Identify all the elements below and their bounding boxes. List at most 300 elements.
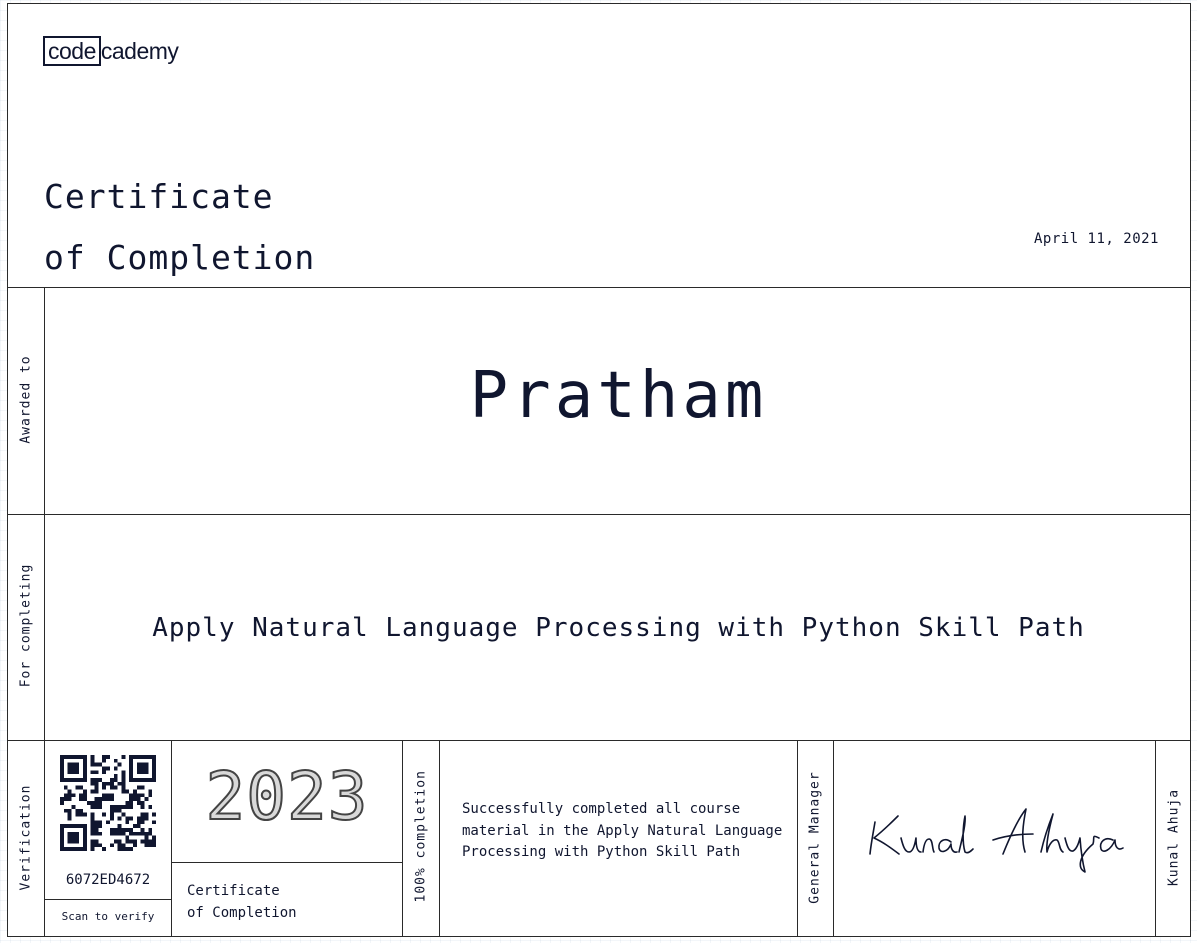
qr-module <box>68 847 72 851</box>
qr-module <box>102 793 106 797</box>
qr-module <box>68 755 72 759</box>
qr-module <box>129 847 133 851</box>
qr-module <box>106 797 110 801</box>
qr-module <box>79 755 83 759</box>
qr-module <box>137 778 141 782</box>
qr-module <box>137 832 141 836</box>
divider <box>171 862 402 863</box>
qr-module <box>72 805 76 809</box>
qr-module <box>148 778 152 782</box>
qr-module <box>91 801 95 805</box>
qr-module <box>95 786 99 790</box>
qr-module <box>118 832 122 836</box>
qr-module <box>148 839 152 843</box>
certificate-title <box>44 166 315 288</box>
qr-module <box>83 828 87 832</box>
qr-module <box>141 755 145 759</box>
qr-module <box>83 770 87 774</box>
qr-module <box>60 755 64 759</box>
qr-module <box>102 786 106 790</box>
qr-module <box>141 828 145 832</box>
qr-module <box>141 839 145 843</box>
qr-module <box>133 793 137 797</box>
qr-module <box>133 797 137 801</box>
qr-module <box>102 759 106 763</box>
qr-module <box>152 778 156 782</box>
qr-module <box>68 778 72 782</box>
qr-module <box>68 790 72 794</box>
qr-module <box>144 778 148 782</box>
qr-module <box>118 828 122 832</box>
qr-module <box>110 809 114 813</box>
qr-module <box>106 767 110 771</box>
completion-label: 100% completion <box>413 770 429 903</box>
qr-module <box>95 801 99 805</box>
qr-module <box>72 839 76 843</box>
qr-module <box>83 790 87 794</box>
qr-module <box>121 774 125 778</box>
qr-module <box>64 797 68 801</box>
qr-module <box>68 793 72 797</box>
qr-module <box>91 843 95 847</box>
qr-module <box>141 793 145 797</box>
qr-module <box>141 786 145 790</box>
qr-module <box>125 828 129 832</box>
qr-module <box>133 824 137 828</box>
qr-module <box>152 774 156 778</box>
qr-module <box>133 790 137 794</box>
qr-module <box>118 843 122 847</box>
qr-module <box>129 793 133 797</box>
qr-module <box>141 767 145 771</box>
qr-module <box>121 828 125 832</box>
qr-module <box>83 847 87 851</box>
qr-module <box>64 778 68 782</box>
qr-module <box>75 824 79 828</box>
qr-module <box>91 820 95 824</box>
qr-module <box>121 790 125 794</box>
divider <box>45 899 171 900</box>
qr-module <box>68 763 72 767</box>
qr-module <box>121 832 125 836</box>
qr-module <box>83 813 87 817</box>
qr-module <box>110 782 114 786</box>
qr-module <box>148 828 152 832</box>
qr-module <box>137 786 141 790</box>
qr-module <box>141 763 145 767</box>
qr-module <box>72 847 76 851</box>
qr-module <box>75 755 79 759</box>
scan-to-verify-text: Scan to verify <box>61 910 155 923</box>
qr-module <box>102 767 106 771</box>
qr-module <box>75 763 79 767</box>
qr-module <box>83 832 87 836</box>
qr-module <box>91 763 95 767</box>
qr-module <box>64 809 68 813</box>
qr-module <box>60 801 64 805</box>
qr-module <box>110 843 114 847</box>
qr-module <box>114 809 118 813</box>
qr-module <box>110 828 114 832</box>
qr-module <box>72 824 76 828</box>
qr-module <box>118 824 122 828</box>
signature-image <box>853 794 1153 874</box>
qr-module <box>64 755 68 759</box>
verification-label: Verification <box>18 784 34 891</box>
qr-module <box>141 770 145 774</box>
qr-module <box>75 778 79 782</box>
qr-module <box>121 786 125 790</box>
qr-module <box>75 767 79 771</box>
qr-module <box>98 797 102 801</box>
qr-module <box>137 816 141 820</box>
course-name: Apply Natural Language Processing with Python Skill Path <box>152 613 1085 643</box>
qr-module <box>137 801 141 805</box>
qr-module <box>102 755 106 759</box>
qr-module <box>83 774 87 778</box>
qr-module <box>144 767 148 771</box>
qr-module <box>72 770 76 774</box>
qr-module <box>79 847 83 851</box>
qr-module <box>79 793 83 797</box>
qr-module <box>64 793 68 797</box>
qr-module <box>72 763 76 767</box>
qr-module <box>118 839 122 843</box>
qr-module <box>60 832 64 836</box>
qr-module <box>83 836 87 840</box>
qr-module <box>72 767 76 771</box>
qr-module <box>95 790 99 794</box>
qr-module <box>137 767 141 771</box>
qr-module <box>83 824 87 828</box>
logo-rest-text: cademy <box>100 38 179 64</box>
qr-module <box>129 797 133 801</box>
qr-module <box>91 847 95 851</box>
divider <box>797 740 798 937</box>
cert-small-line-2: of Completion <box>187 905 297 921</box>
qr-module <box>114 786 118 790</box>
qr-module <box>87 801 91 805</box>
qr-module <box>68 839 72 843</box>
qr-module <box>129 767 133 771</box>
qr-module <box>144 797 148 801</box>
qr-module <box>60 828 64 832</box>
qr-module <box>137 820 141 824</box>
qr-module <box>83 793 87 797</box>
qr-module <box>83 778 87 782</box>
codecademy-logo <box>43 36 178 66</box>
qr-module <box>125 790 129 794</box>
qr-module <box>141 805 145 809</box>
completing-label: For completing <box>18 563 34 688</box>
qr-module <box>95 828 99 832</box>
qr-module <box>79 786 83 790</box>
awarded-label: Awarded to <box>18 355 34 444</box>
qr-module <box>75 813 79 817</box>
qr-module <box>95 824 99 828</box>
qr-module <box>129 778 133 782</box>
qr-module <box>68 797 72 801</box>
qr-module <box>133 843 137 847</box>
certificate <box>7 3 1191 937</box>
divider <box>402 740 403 937</box>
qr-module <box>118 782 122 786</box>
qr-module <box>91 778 95 782</box>
qr-module <box>83 759 87 763</box>
qr-module <box>102 847 106 851</box>
qr-module <box>95 782 99 786</box>
logo-boxed-text: code <box>43 36 101 66</box>
qr-module <box>121 778 125 782</box>
qr-module <box>148 843 152 847</box>
qr-module <box>125 847 129 851</box>
qr-module <box>129 759 133 763</box>
qr-module <box>144 755 148 759</box>
qr-module <box>125 820 129 824</box>
qr-module <box>114 778 118 782</box>
qr-module <box>91 813 95 817</box>
qr-module <box>79 778 83 782</box>
qr-module <box>152 767 156 771</box>
qr-module <box>152 843 156 847</box>
qr-module <box>95 843 99 847</box>
qr-module <box>137 755 141 759</box>
qr-module <box>114 774 118 778</box>
qr-module <box>106 755 110 759</box>
qr-module <box>75 832 79 836</box>
qr-module <box>152 763 156 767</box>
qr-module <box>137 797 141 801</box>
qr-module <box>102 770 106 774</box>
qr-module <box>118 805 122 809</box>
recipient-name: Pratham <box>469 359 768 433</box>
qr-module <box>60 763 64 767</box>
qr-module <box>129 805 133 809</box>
qr-module <box>137 793 141 797</box>
qr-module <box>95 805 99 809</box>
qr-module <box>98 820 102 824</box>
qr-module <box>121 755 125 759</box>
qr-module <box>60 797 64 801</box>
qr-module <box>95 820 99 824</box>
qr-module <box>60 770 64 774</box>
qr-module <box>98 843 102 847</box>
qr-module <box>110 813 114 817</box>
divider <box>8 514 1190 515</box>
qr-module <box>129 755 133 759</box>
qr-module <box>106 820 110 824</box>
qr-module <box>95 770 99 774</box>
qr-module <box>148 755 152 759</box>
qr-module <box>106 793 110 797</box>
qr-module <box>125 836 129 840</box>
qr-module <box>133 832 137 836</box>
qr-module <box>118 816 122 820</box>
qr-module <box>141 801 145 805</box>
qr-module <box>68 832 72 836</box>
qr-module <box>129 763 133 767</box>
qr-module <box>110 832 114 836</box>
qr-module <box>68 767 72 771</box>
qr-module <box>83 843 87 847</box>
qr-module <box>60 843 64 847</box>
issue-date: April 11, 2021 <box>1033 231 1159 247</box>
qr-module <box>75 786 79 790</box>
qr-module <box>125 816 129 820</box>
qr-module <box>91 824 95 828</box>
qr-module <box>152 759 156 763</box>
qr-module <box>129 816 133 820</box>
qr-module <box>129 770 133 774</box>
qr-module <box>68 809 72 813</box>
qr-module <box>79 797 83 801</box>
qr-module <box>75 839 79 843</box>
qr-module <box>148 790 152 794</box>
qr-module <box>144 763 148 767</box>
qr-module <box>114 828 118 832</box>
qr-module <box>98 778 102 782</box>
qr-module <box>68 836 72 840</box>
qr-module <box>133 755 137 759</box>
qr-module <box>95 839 99 843</box>
qr-module <box>91 832 95 836</box>
qr-module <box>64 824 68 828</box>
qr-code-icon[interactable] <box>60 755 156 851</box>
qr-module <box>114 767 118 771</box>
qr-module <box>68 770 72 774</box>
qr-module <box>98 824 102 828</box>
qr-module <box>60 847 64 851</box>
qr-module <box>125 805 129 809</box>
qr-module <box>60 767 64 771</box>
qr-module <box>141 778 145 782</box>
qr-module <box>106 782 110 786</box>
qr-module <box>72 832 76 836</box>
qr-module <box>148 805 152 809</box>
qr-module <box>83 763 87 767</box>
qr-module <box>72 836 76 840</box>
qr-module <box>144 832 148 836</box>
qr-module <box>144 816 148 820</box>
qr-module <box>75 847 79 851</box>
qr-module <box>152 813 156 817</box>
qr-module <box>102 813 106 817</box>
completion-description: Successfully completed all course material in the Apply Natural Language Processing with Python Skill Path <box>462 801 783 860</box>
qr-module <box>133 839 137 843</box>
qr-module <box>60 839 64 843</box>
title-line-1: Certificate <box>44 177 274 216</box>
title-line-2: of Completion <box>44 238 316 277</box>
qr-module <box>91 759 95 763</box>
qr-module <box>148 793 152 797</box>
qr-module <box>75 770 79 774</box>
qr-module <box>121 782 125 786</box>
qr-module <box>68 816 72 820</box>
qr-module <box>129 828 133 832</box>
qr-module <box>118 763 122 767</box>
qr-module <box>91 816 95 820</box>
qr-module <box>114 839 118 843</box>
divider <box>8 740 1190 741</box>
qr-module <box>95 763 99 767</box>
qr-module <box>102 797 106 801</box>
qr-module <box>95 832 99 836</box>
qr-module <box>79 809 83 813</box>
signer-role: General Manager <box>807 771 823 904</box>
qr-module <box>144 836 148 840</box>
qr-module <box>137 763 141 767</box>
qr-module <box>141 816 145 820</box>
qr-module <box>98 805 102 809</box>
qr-module <box>95 778 99 782</box>
cert-small-line-1: Certificate <box>187 883 280 899</box>
qr-module <box>114 832 118 836</box>
qr-module <box>121 813 125 817</box>
certificate-label-small <box>187 880 297 924</box>
qr-module <box>152 755 156 759</box>
qr-module <box>152 820 156 824</box>
qr-module <box>137 824 141 828</box>
qr-module <box>137 770 141 774</box>
qr-module <box>121 805 125 809</box>
qr-module <box>129 839 133 843</box>
qr-module <box>83 767 87 771</box>
qr-module <box>75 836 79 840</box>
qr-module <box>91 839 95 843</box>
qr-module <box>144 839 148 843</box>
qr-module <box>91 782 95 786</box>
qr-module <box>152 836 156 840</box>
qr-module <box>110 793 114 797</box>
qr-module <box>98 832 102 836</box>
qr-module <box>60 836 64 840</box>
qr-module <box>118 809 122 813</box>
divider <box>439 740 440 937</box>
qr-module <box>75 809 79 813</box>
qr-module <box>125 801 129 805</box>
qr-module <box>91 755 95 759</box>
qr-module <box>129 774 133 778</box>
qr-module <box>83 797 87 801</box>
qr-module <box>79 813 83 817</box>
qr-module <box>125 839 129 843</box>
qr-module <box>129 832 133 836</box>
qr-module <box>68 824 72 828</box>
qr-module <box>141 832 145 836</box>
qr-module <box>121 843 125 847</box>
qr-module <box>110 786 114 790</box>
qr-module <box>60 774 64 778</box>
qr-module <box>91 790 95 794</box>
qr-module <box>98 801 102 805</box>
qr-module <box>98 763 102 767</box>
qr-module <box>110 797 114 801</box>
qr-module <box>144 843 148 847</box>
qr-module <box>114 805 118 809</box>
qr-module <box>121 770 125 774</box>
qr-module <box>72 793 76 797</box>
qr-module <box>110 816 114 820</box>
qr-module <box>79 824 83 828</box>
qr-module <box>83 839 87 843</box>
qr-module <box>72 755 76 759</box>
qr-module <box>144 813 148 817</box>
qr-module <box>60 824 64 828</box>
qr-module <box>60 778 64 782</box>
qr-module <box>102 782 106 786</box>
qr-module <box>118 847 122 851</box>
qr-module <box>83 755 87 759</box>
